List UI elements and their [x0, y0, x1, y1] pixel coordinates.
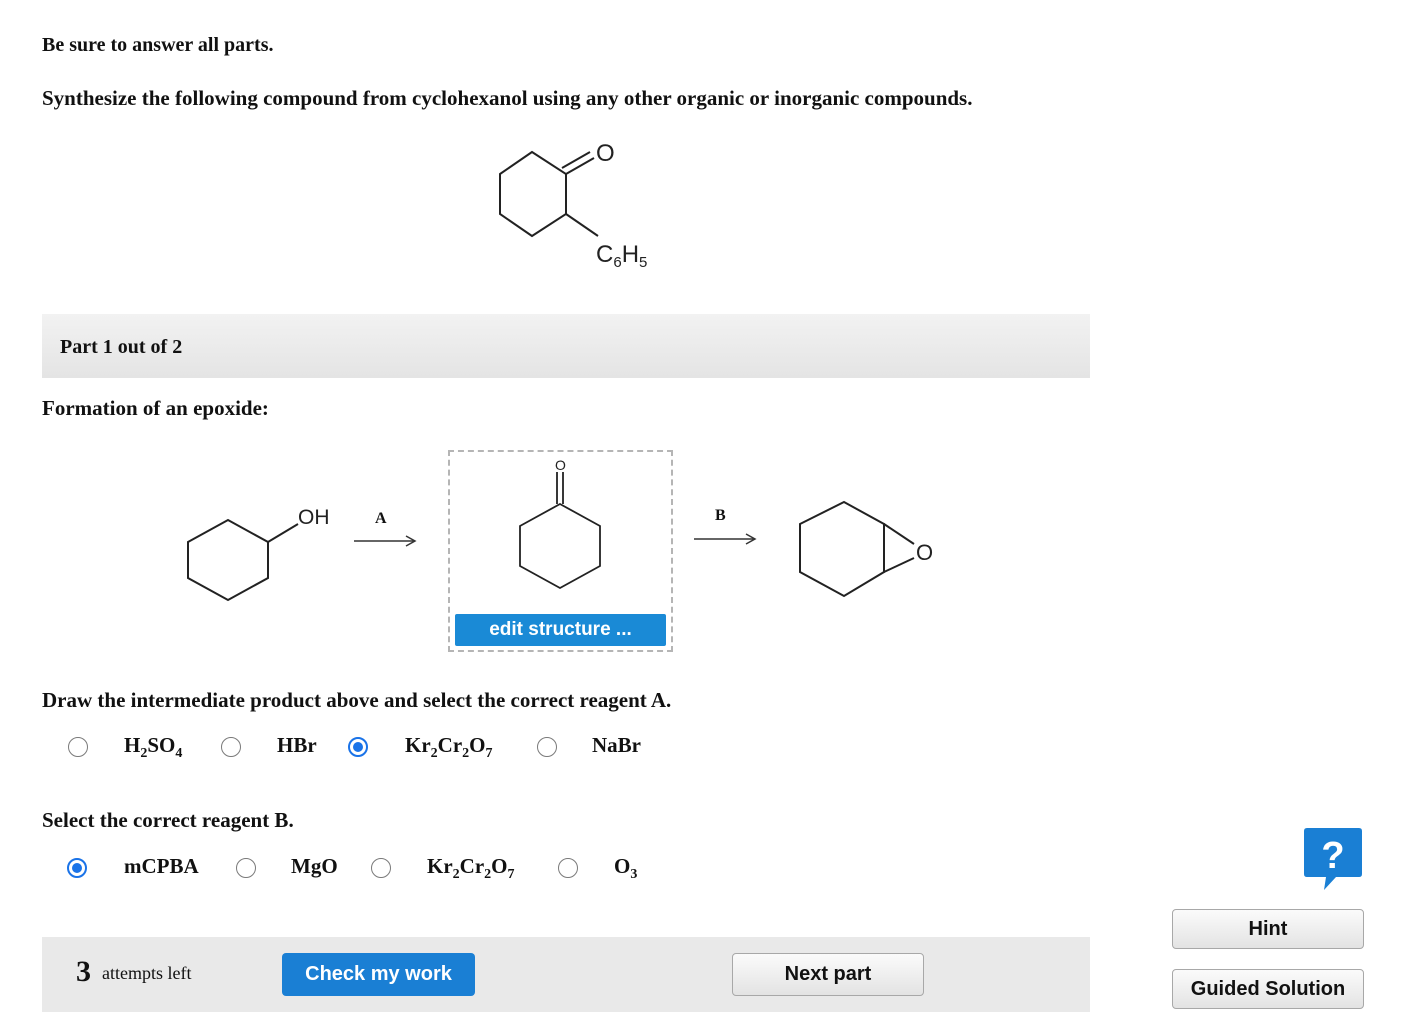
- target-compound-structure: [466, 134, 676, 274]
- part-heading: Formation of an epoxide:: [42, 396, 269, 420]
- hint-button[interactable]: Hint: [1172, 909, 1364, 949]
- option-a-hbr: HBr: [277, 733, 317, 757]
- epoxide-structure: [790, 496, 950, 606]
- arrow-b-label: B: [715, 507, 726, 524]
- intermediate-structure: [505, 452, 615, 592]
- next-part-button[interactable]: Next part: [732, 953, 924, 996]
- target-oxygen-label: O: [596, 140, 615, 167]
- question-b-prompt: Select the correct reagent B.: [42, 808, 294, 832]
- radio-a-nabr[interactable]: [537, 737, 557, 757]
- attempts-text: attempts left: [102, 963, 192, 983]
- attempts-count: 3: [76, 955, 91, 988]
- question-mark-icon[interactable]: [1302, 826, 1364, 897]
- radio-a-h2so4[interactable]: [68, 737, 88, 757]
- option-b-o3: $O_3$: [614, 854, 638, 882]
- radio-b-mgo[interactable]: [236, 858, 256, 878]
- part-header: [42, 314, 1090, 378]
- hydroxyl-label: OH: [298, 506, 330, 529]
- radio-b-kr2cr2o7[interactable]: [371, 858, 391, 878]
- footer-bar: [42, 937, 1090, 1012]
- question-a-prompt: Draw the intermediate product above and select the correct reagent A.: [42, 688, 672, 712]
- edit-structure-button[interactable]: edit structure ...: [455, 614, 666, 646]
- instruction-task: Synthesize the following compound from cyclohexanol using any other organic or inorganic compounds.: [42, 86, 973, 110]
- option-b-mgo: MgO: [291, 854, 338, 878]
- cyclohexanol-structure: [180, 500, 350, 610]
- option-a-kr2cr2o7: $Kr_2Cr_2O_7$: [405, 733, 493, 761]
- option-a-nabr: NaBr: [592, 733, 641, 757]
- guided-solution-button[interactable]: Guided Solution: [1172, 969, 1364, 1009]
- radio-a-hbr[interactable]: [221, 737, 241, 757]
- reaction-arrow-b: [694, 532, 758, 551]
- option-b-mcpba: mCPBA: [124, 854, 199, 878]
- option-b-kr2cr2o7: $Kr_2Cr_2O_7$: [427, 854, 515, 882]
- radio-a-kr2cr2o7[interactable]: [348, 737, 368, 757]
- arrow-a-label: A: [375, 510, 387, 527]
- reaction-arrow-a: [354, 534, 418, 553]
- radio-b-mcpba[interactable]: [67, 858, 87, 878]
- instruction-answer-all: Be sure to answer all parts.: [42, 34, 274, 56]
- part-label: Part 1 out of 2: [60, 336, 183, 358]
- intermediate-oxygen-label: O: [555, 457, 566, 473]
- target-substituent-label: $C_6H_5$: [596, 241, 648, 271]
- radio-b-o3[interactable]: [558, 858, 578, 878]
- check-my-work-button[interactable]: Check my work: [282, 953, 475, 996]
- epoxide-oxygen-label: O: [916, 540, 934, 565]
- help-symbol: ?: [1321, 835, 1345, 877]
- option-a-h2so4: $H_2SO_4$: [124, 733, 183, 761]
